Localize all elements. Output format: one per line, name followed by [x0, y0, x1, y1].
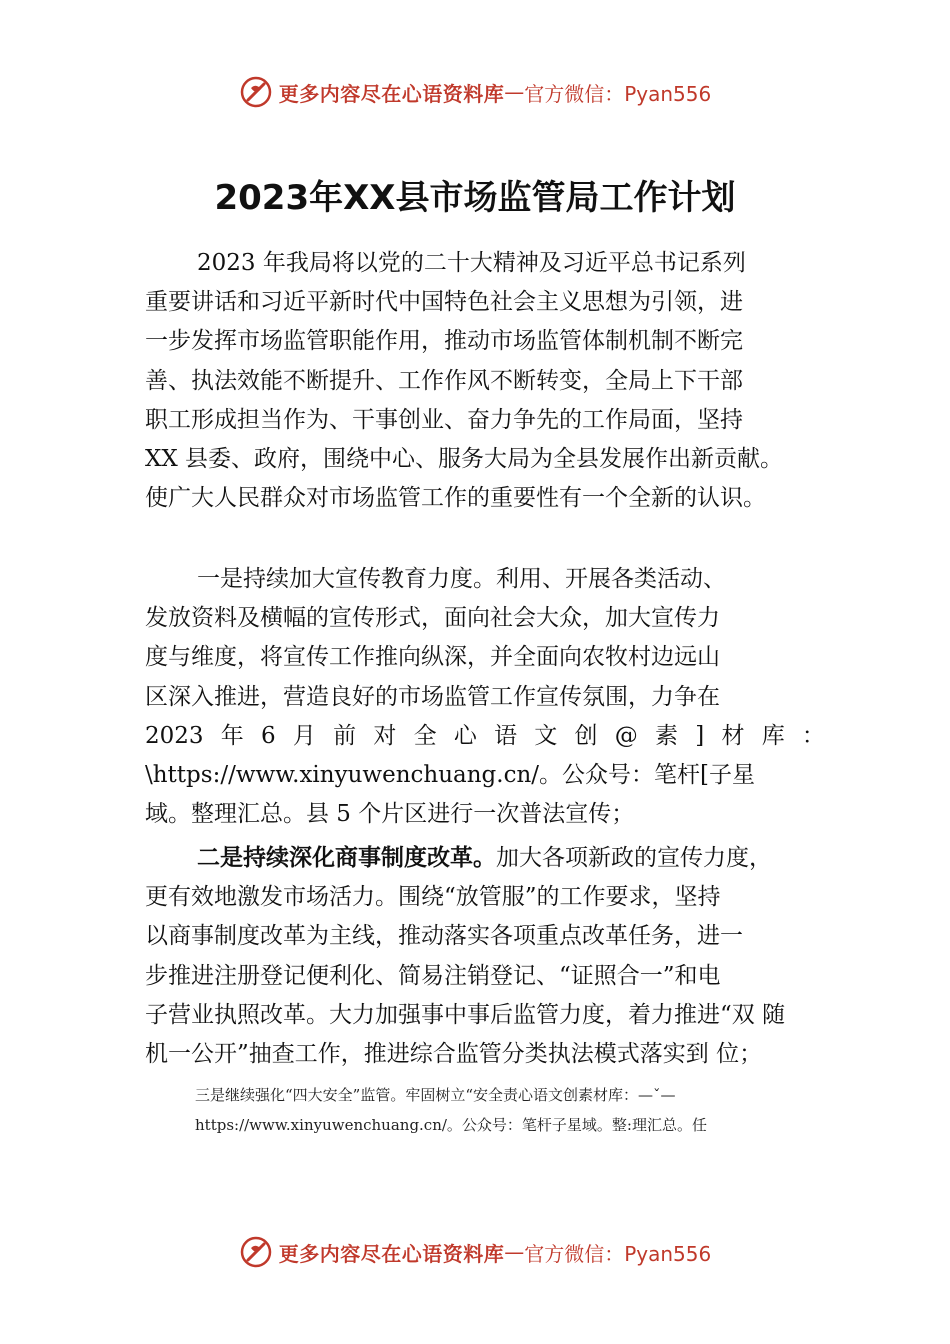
spread-token: 创 [574, 722, 598, 749]
paragraph-heading: 二是持续深化商事制度改革。 [197, 844, 496, 871]
intro-line: 2023 年我局将以党的二十大精神及习近平总书记系列 [197, 250, 746, 276]
paragraph-spread-line [145, 717, 825, 756]
spread-token: ] [695, 722, 705, 749]
banner-wechat: 官方微信：Pyan556 [524, 1241, 712, 1266]
banner-text: 更多内容尽在心语资料库 [278, 1241, 505, 1266]
spread-token: 心 [453, 722, 477, 749]
spread-token: 年 [220, 722, 244, 749]
paragraph-first-rest: 加大各项新政的宣传力度， [496, 845, 772, 871]
intro-line: 使广大人民群众对市场监管工作的重要性有一个全新的认识。 [145, 485, 766, 512]
spread-token: 前 [333, 722, 357, 749]
paragraph-first-line [145, 838, 825, 878]
spread-token: 6 [261, 722, 276, 749]
brand-logo-icon [239, 75, 273, 109]
intro-paragraph [145, 244, 825, 518]
banner-dash: — [504, 80, 525, 104]
paragraph-line: \https://www.xinyuwenchuang.cn/。公众号：笔杆[子星 [145, 762, 756, 789]
intro-line: 善、执法效能不断提升、工作作风不断转变，全局上下干部 [145, 367, 743, 394]
paragraph-publicity [145, 560, 825, 834]
banner-wechat: 官方微信：Pyan556 [524, 81, 712, 106]
paragraph-line: 子营业执照改革。大力加强事中事后监管力度，着力推进“双 随 [145, 1001, 786, 1028]
paragraph-line: 一是持续加大宣传教育力度。利用、开展各类活动、 [197, 566, 726, 592]
spread-token: 库 [761, 722, 785, 749]
spread-token: 全 [413, 722, 437, 749]
banner-dash: — [504, 1240, 525, 1264]
watermark-banner-top [0, 72, 950, 112]
footnote-line: 三是继续强化“四大安全”监管。牢固树立“安全责心语文创素材库：—ˇ— [195, 1086, 676, 1104]
intro-line: 一步发挥市场监管职能作用，推动市场监管体制机制不断完 [145, 328, 743, 355]
brand-logo-icon [239, 1235, 273, 1269]
spread-token: 材 [721, 722, 745, 749]
paragraph-line: 机一公开”抽查工作，推进综合监管分类执法模式落实到 位； [145, 1041, 763, 1068]
paragraph-line: 更有效地激发市场活力。围绕“放管服”的工作要求，坚持 [145, 884, 721, 911]
intro-line: 职工形成担当作为、干事创业、奋力争先的工作局面，坚持 [145, 406, 743, 433]
footnote-line: https://www.xinyuwenchuang.cn/。公众号：笔杆子星域。整:理汇总。任 [195, 1116, 707, 1134]
paragraph-line: 区深入推进，营造良好的市场监管工作宣传氛围，力争在 [145, 683, 720, 710]
spread-token: 对 [373, 722, 397, 749]
document-title: 2023年XX县市场监管局工作计划 [214, 178, 736, 218]
banner-text: 更多内容尽在心语资料库 [278, 81, 505, 106]
paragraph-line: 度与维度，将宣传工作推向纵深，并全面向农牧村边远山 [145, 644, 720, 671]
watermark-banner-bottom [0, 1232, 950, 1272]
paragraph-line: 域。整理汇总。县 5 个片区进行一次普法宣传； [145, 801, 635, 828]
intro-line: 重要讲话和习近平新时代中国特色社会主义思想为引领，进 [145, 289, 743, 316]
paragraph-line: 以商事制度改革为主线，推动落实各项重点改革任务，进一 [145, 923, 743, 950]
spread-token: ： [801, 722, 825, 749]
spread-token: 语 [494, 722, 518, 749]
footnote [195, 1080, 815, 1140]
paragraph-line: 步推进注册登记便利化、简易注销登记、“证照合一”和电 [145, 962, 721, 989]
intro-line: XX 县委、政府，围绕中心、服务大局为全县发展作出新贡献。 [145, 446, 784, 473]
paragraph-reform [145, 838, 825, 1074]
spread-token: 文 [534, 722, 558, 749]
paragraph-line: 发放资料及横幅的宣传形式，面向社会大众，加大宣传力 [145, 605, 720, 632]
spread-token: 素 [655, 722, 678, 749]
spread-token: 2023 [145, 722, 204, 749]
spread-token: 月 [292, 722, 316, 749]
spread-token: @ [614, 722, 638, 749]
